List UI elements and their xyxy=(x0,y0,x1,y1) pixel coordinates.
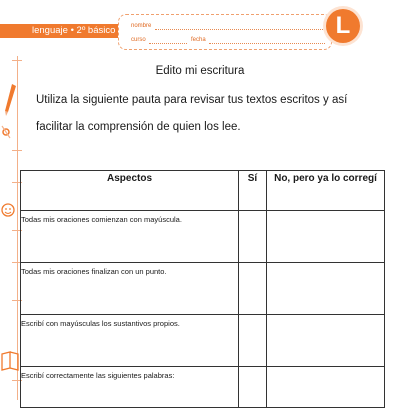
check-corregi-cell[interactable] xyxy=(267,211,385,263)
aspect-cell xyxy=(21,367,239,408)
date-field[interactable] xyxy=(209,43,325,44)
face-doodle-icon xyxy=(0,200,20,220)
check-si-cell[interactable] xyxy=(239,367,267,408)
column-header-si: Sí xyxy=(239,171,267,211)
check-corregi-cell[interactable] xyxy=(267,263,385,315)
aspect-text: Todas mis oraciones comienzan con mayúscula. xyxy=(21,215,182,224)
table-row xyxy=(21,367,385,408)
instruction-line-1: Utiliza la siguiente pauta para revisar tus textos escritos y así xyxy=(36,94,348,106)
name-field[interactable] xyxy=(155,29,325,30)
table-header-row xyxy=(21,171,385,211)
aspect-text: Todas mis oraciones finalizan con un punto. xyxy=(21,267,167,276)
aspect-text: Escribí correctamente las siguientes palabras: xyxy=(21,371,175,380)
column-header-no-corregi: No, pero ya lo corregí xyxy=(267,171,385,211)
table-row xyxy=(21,263,385,315)
check-si-cell[interactable] xyxy=(239,315,267,367)
student-info-box xyxy=(118,14,332,50)
table-row xyxy=(21,211,385,263)
left-margin-decoration xyxy=(0,0,22,400)
aspect-cell xyxy=(21,263,239,315)
margin-tick xyxy=(12,60,22,61)
check-si-cell[interactable] xyxy=(239,263,267,315)
star-doodle-icon xyxy=(0,122,20,142)
book-doodle-icon xyxy=(0,348,22,372)
instruction-line-2: facilitar la comprensión de quien los lee. xyxy=(36,121,241,133)
page-title: Edito mi escritura xyxy=(155,65,245,77)
aspect-text: Escribí con mayúsculas los sustantivos propios. xyxy=(21,319,180,328)
header-subject-label xyxy=(32,25,115,37)
check-corregi-cell[interactable] xyxy=(267,315,385,367)
review-checklist-table xyxy=(20,170,385,408)
aspect-cell xyxy=(21,315,239,367)
check-si-cell[interactable] xyxy=(239,211,267,263)
date-field-label: fecha xyxy=(191,37,206,43)
course-field-label: curso xyxy=(131,37,146,43)
subject-separator: • xyxy=(70,25,74,36)
name-field-label: nombre xyxy=(131,23,152,29)
table-row xyxy=(21,315,385,367)
aspect-cell xyxy=(21,211,239,263)
subject-name: lenguaje xyxy=(32,25,68,36)
course-field[interactable] xyxy=(149,43,187,44)
grade-level: 2º básico xyxy=(76,25,116,36)
column-header-aspectos: Aspectos xyxy=(21,171,239,211)
check-corregi-cell[interactable] xyxy=(267,367,385,408)
pencil-doodle-icon xyxy=(0,82,20,122)
subject-badge: L xyxy=(326,9,360,43)
margin-tick xyxy=(12,150,22,151)
